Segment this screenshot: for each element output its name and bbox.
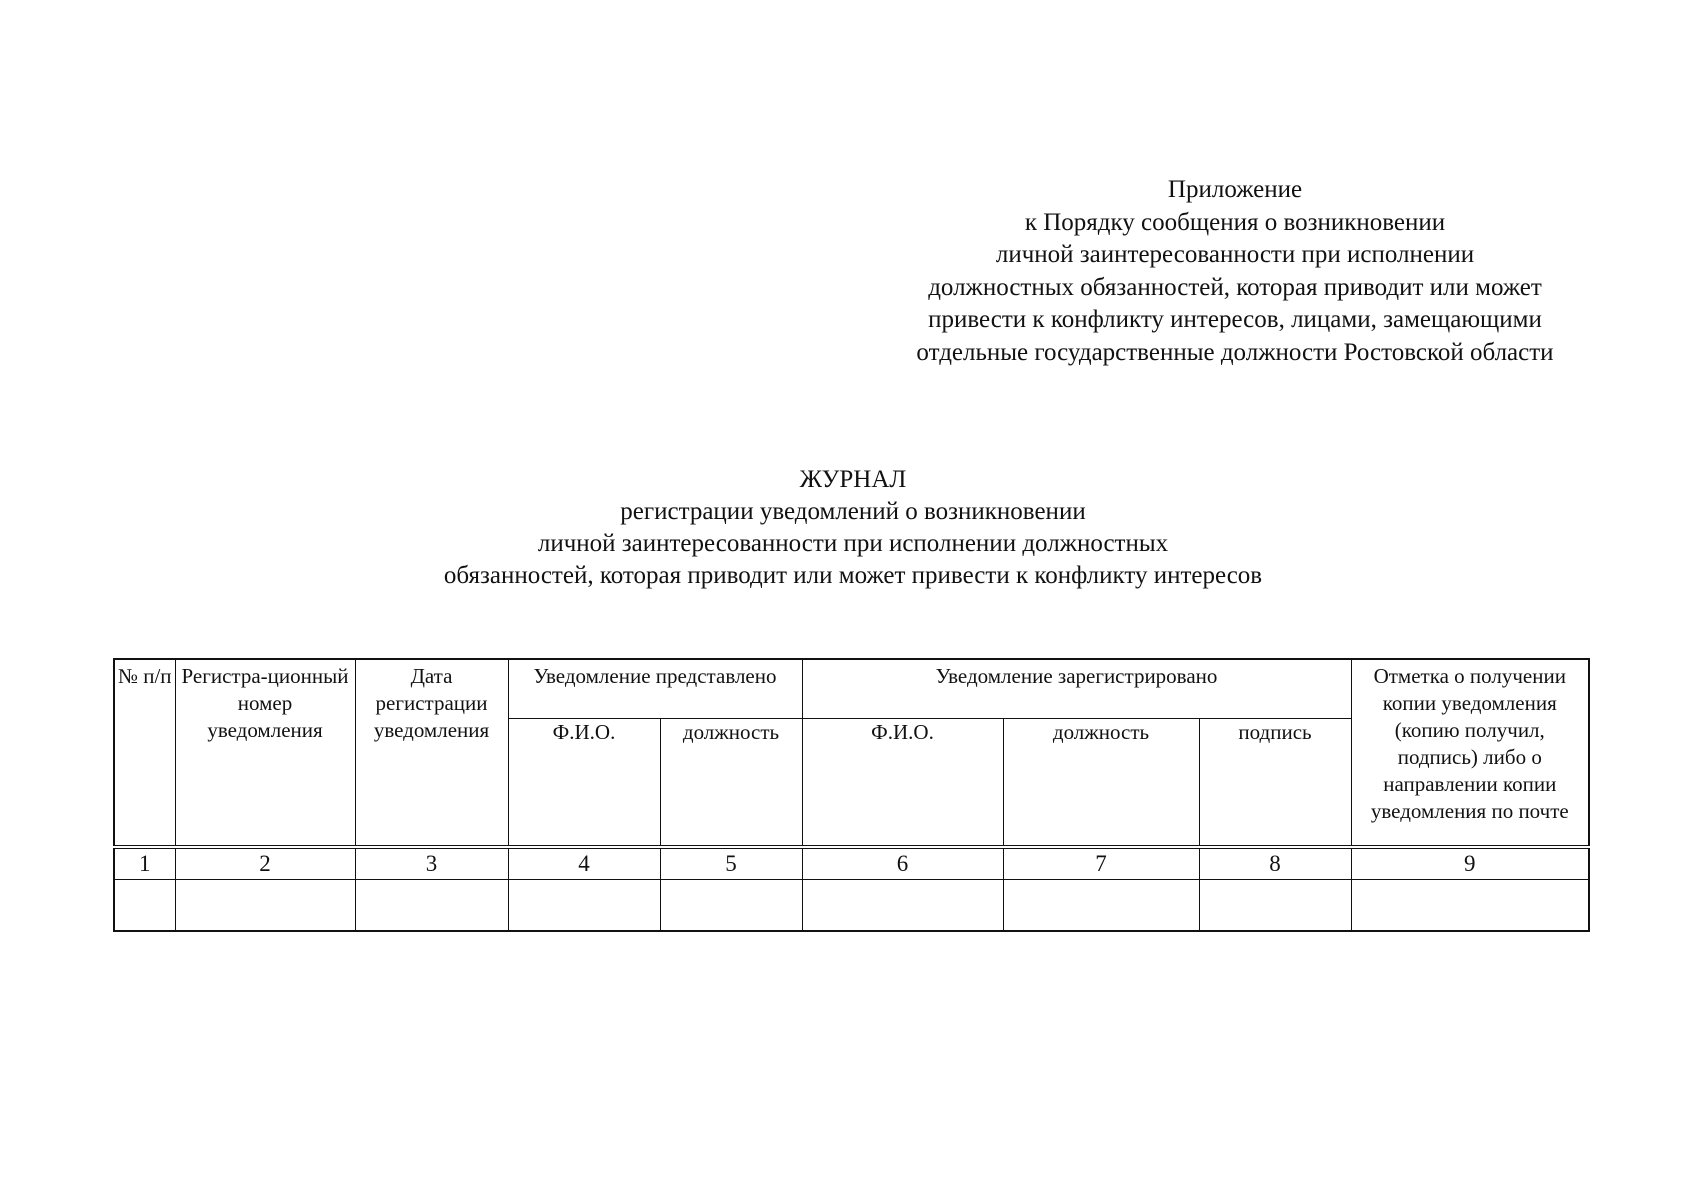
column-number: 3: [355, 847, 508, 880]
table-row: [114, 880, 1589, 932]
table-cell: [114, 880, 175, 932]
table-cell: [355, 880, 508, 932]
header-registration-date: Дата регистрации уведомления: [355, 659, 508, 847]
registration-journal-table: [113, 658, 1590, 932]
column-number: 1: [114, 847, 175, 880]
table-cell: [802, 880, 1003, 932]
table-cell: [175, 880, 355, 932]
journal-title: ЖУРНАЛ: [799, 466, 907, 493]
column-number: 5: [660, 847, 802, 880]
header-registered-fio: Ф.И.О.: [802, 719, 1003, 848]
header-group-presented: Уведомление представлено: [508, 659, 802, 719]
table-cell: [1351, 880, 1589, 932]
header-copy-receipt-mark: Отметка о получении копии уведомления (копию получил, подпись) либо о направлении копии уведомления по почте: [1351, 659, 1589, 847]
appendix-line: Приложение: [1167, 176, 1303, 203]
header-registered-position: должность: [1003, 719, 1199, 848]
appendix-block: [855, 174, 1615, 369]
column-number-row: [114, 847, 1589, 880]
column-number: 8: [1199, 847, 1351, 880]
header-number: № п/п: [114, 659, 175, 847]
table-cell: [508, 880, 660, 932]
column-number: 2: [175, 847, 355, 880]
column-number: 6: [802, 847, 1003, 880]
header-registered-signature: подпись: [1199, 719, 1351, 848]
appendix-line: к Порядку сообщения о возникновении: [1024, 208, 1446, 236]
table-cell: [660, 880, 802, 932]
journal-subtitle-line: регистрации уведомлений о возникновении: [620, 498, 1086, 525]
journal-title-block: [178, 464, 1528, 592]
column-number: 9: [1351, 847, 1589, 880]
appendix-line: привести к конфликту интересов, лицами, замещающими: [928, 306, 1542, 333]
column-number: 7: [1003, 847, 1199, 880]
header-group-registered: Уведомление зарегистрировано: [802, 659, 1351, 719]
journal-subtitle-line: личной заинтересованности при исполнении должностных: [537, 530, 1169, 557]
appendix-line: отдельные государственные должности Ростовской области: [916, 338, 1554, 366]
table-cell: [1199, 880, 1351, 932]
appendix-line: личной заинтересованности при исполнении: [995, 241, 1475, 268]
table-cell: [1003, 880, 1199, 932]
header-registration-number: Регистра-ционный номер уведомления: [175, 659, 355, 847]
header-presented-position: должность: [660, 719, 802, 848]
journal-subtitle-line: обязанностей, которая приводит или может привести к конфликту интересов: [443, 562, 1263, 589]
column-number: 4: [508, 847, 660, 880]
header-presented-fio: Ф.И.О.: [508, 719, 660, 848]
appendix-line: должностных обязанностей, которая приводит или может: [928, 273, 1542, 301]
